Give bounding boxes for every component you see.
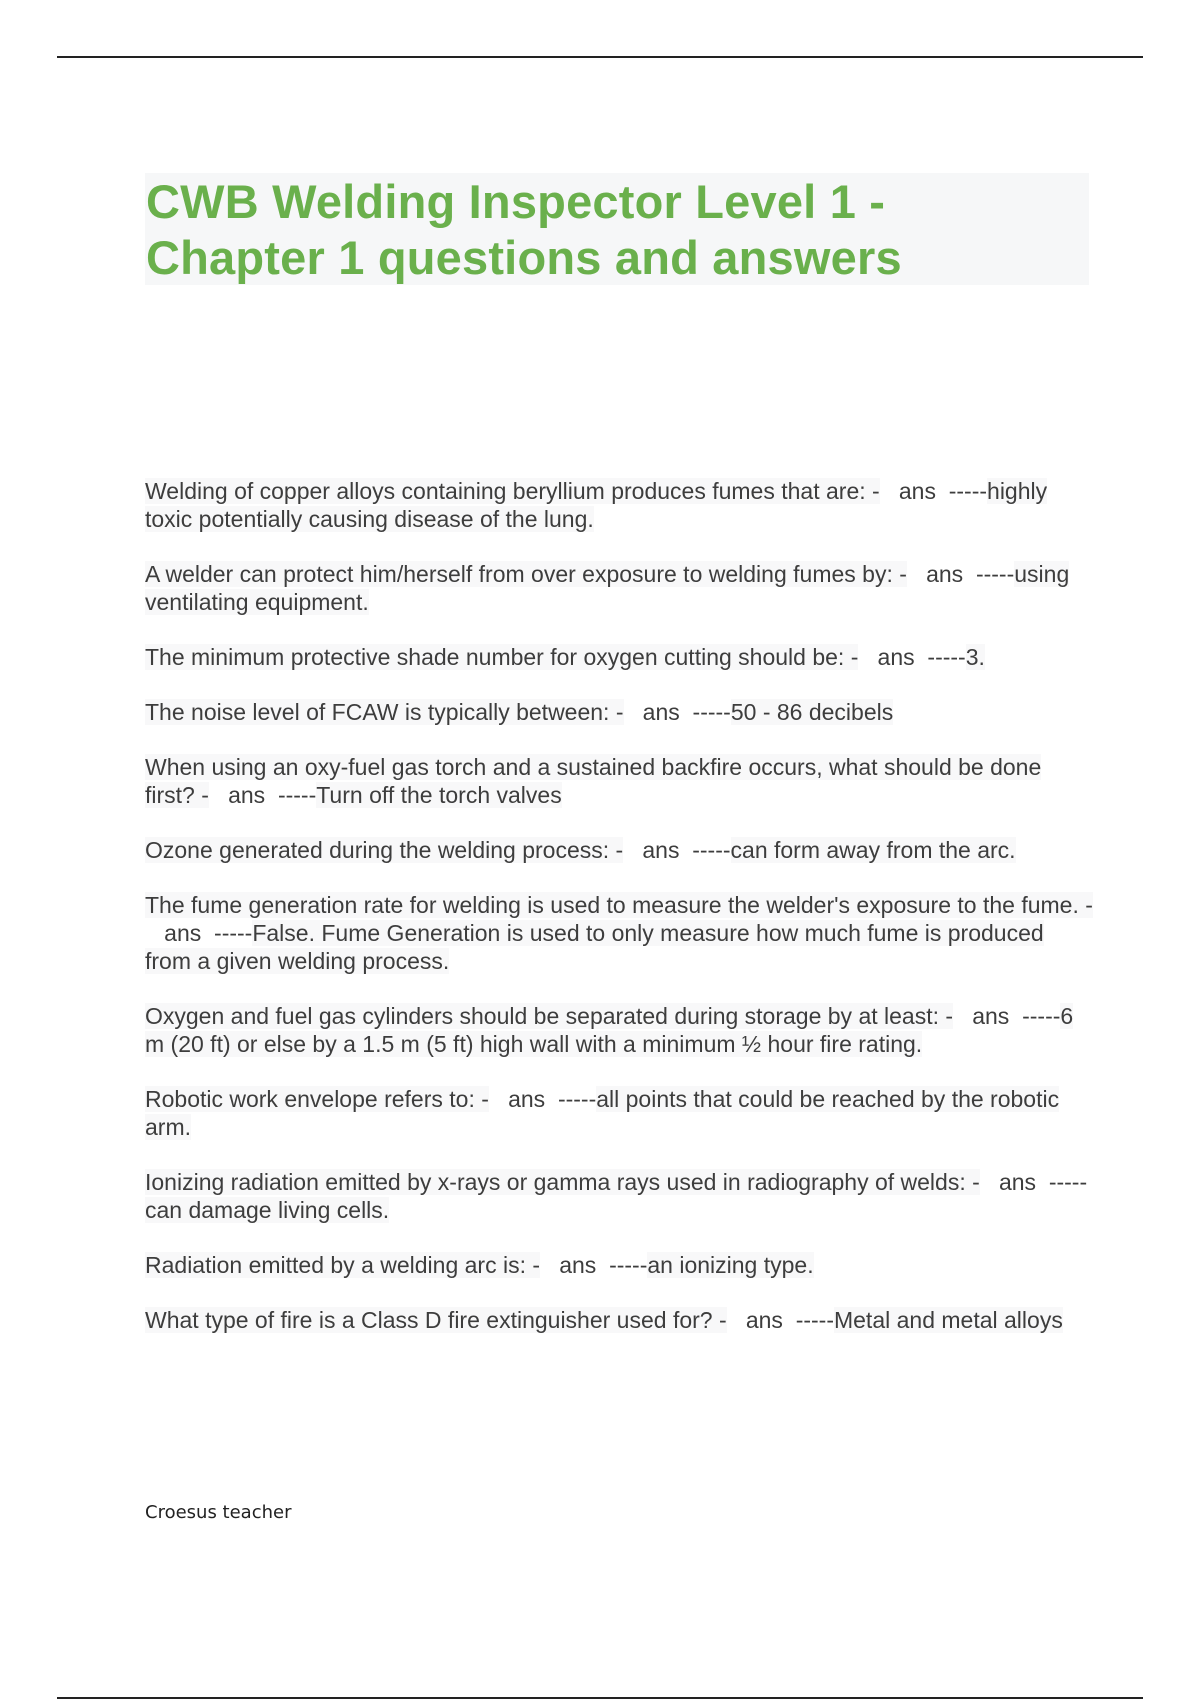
answer-text: Metal and metal alloys [833,1307,1063,1333]
answer-dashes: ----- [692,699,731,725]
question-text: Radiation emitted by a welding arc is: - [145,1252,541,1278]
answer-text: can form away from the arc. [730,837,1016,863]
question-text: A welder can protect him/herself from over exposure to welding fumes by: - [145,561,907,587]
answer-text: can damage living cells. [145,1197,390,1223]
answer-marker: ans [164,920,202,946]
answer-dashes: ----- [214,920,253,946]
answer-dashes: ----- [1048,1169,1088,1195]
answer-text: all points that could be reached by the robotic arm. [145,1086,1060,1140]
qa-item [145,1002,1095,1058]
answer-text: 6 m (20 ft) or else by a 1.5 m (5 ft) high wall with a minimum ½ hour fire rating. [145,1003,1074,1057]
answer-marker: ans [898,478,936,504]
answer-marker: ans [642,837,680,863]
answer-dashes: ----- [927,644,966,670]
answer-dashes: ----- [948,478,988,504]
answer-dashes: ----- [557,1086,597,1112]
answer-text: an ionizing type. [647,1252,814,1278]
question-text: The minimum protective shade number for oxygen cutting should be: - [145,644,859,670]
question-text: The fume generation rate for welding is used to measure the welder's exposure to the fume. - [145,892,1093,918]
answer-marker: ans [926,561,964,587]
qa-item [145,477,1095,533]
bottom-rule [57,1697,1143,1699]
answer-text: 50 - 86 decibels [730,699,894,725]
answer-text: False. Fume Generation is used to only measure how much fume is produced from a given welding process. [145,920,1044,974]
answer-dashes: ----- [975,561,1015,587]
answer-dashes: ----- [692,837,731,863]
question-text: What type of fire is a Class D fire extinguisher used for? - [145,1307,727,1333]
footer-author: Croesus teacher [145,1502,292,1523]
answer-dashes: ----- [795,1307,834,1333]
qa-item [145,1168,1095,1224]
answer-marker: ans [642,699,680,725]
answer-dashes: ----- [609,1252,648,1278]
qa-item [145,1251,1095,1279]
answer-text: highly toxic potentially causing disease of the lung. [145,478,1048,532]
answer-text: Turn off the torch valves [316,782,562,808]
qa-item [145,836,1095,864]
qa-item [145,560,1095,616]
answer-marker: ans [228,782,266,808]
answer-marker: ans [877,644,915,670]
question-text: Ozone generated during the welding process: - [145,837,624,863]
answer-text: using ventilating equipment. [145,561,1070,615]
answer-marker: ans [972,1003,1010,1029]
top-rule [57,56,1143,58]
qa-list [145,477,1095,1361]
qa-item [145,698,1095,726]
title-line-1: CWB Welding Inspector Level 1 - [146,175,886,228]
answer-marker: ans [559,1252,597,1278]
question-text: When using an oxy-fuel gas torch and a sustained backfire occurs, what should be done first? - [145,754,1042,808]
question-text: Robotic work envelope refers to: - [145,1086,489,1112]
question-text: The noise level of FCAW is typically between: - [145,699,624,725]
answer-marker: ans [508,1086,546,1112]
answer-marker: ans [998,1169,1037,1195]
title-line-2: Chapter 1 questions and answers [146,231,902,284]
qa-item [145,643,1095,671]
question-text: Ionizing radiation emitted by x-rays or gamma rays used in radiography of welds: - [145,1169,980,1195]
answer-marker: ans [745,1307,783,1333]
answer-text: 3. [965,644,985,670]
answer-dashes: ----- [1022,1003,1061,1029]
question-text: Welding of copper alloys containing beryllium produces fumes that are: - [145,478,880,504]
qa-item [145,753,1095,809]
question-text: Oxygen and fuel gas cylinders should be separated during storage by at least: - [145,1003,954,1029]
answer-dashes: ----- [277,782,317,808]
page-title [146,174,1086,286]
qa-item [145,1085,1095,1141]
qa-item [145,891,1095,975]
qa-item [145,1306,1095,1334]
